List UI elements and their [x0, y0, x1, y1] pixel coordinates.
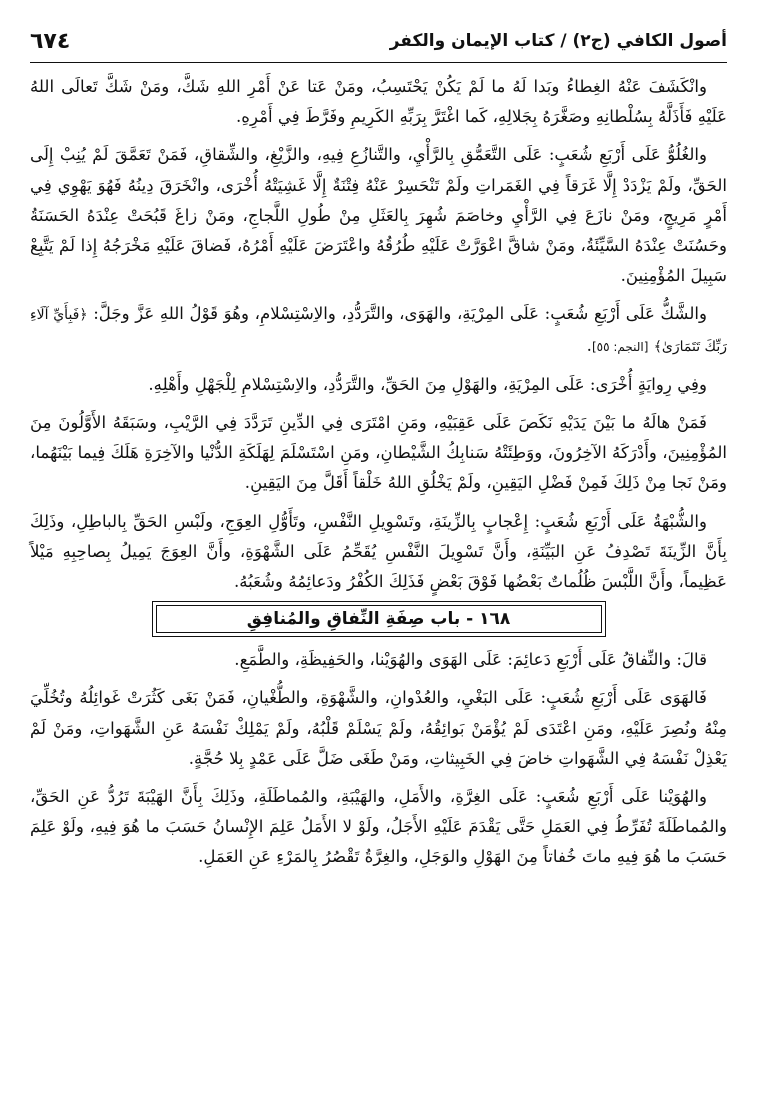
paragraph-hawa: فَالهَوَى عَلَى أَرْبَعِ شُعَبٍ: عَلَى البَغْيِ، والعُدْوانِ، والشَّهْوَةِ، والطُّغْيانِ، فَمَنْ بَغَى كَثُرَتْ غَوائِلُهُ وتُخُلِّيَ مِنْهُ ونُصِرَ عَلَيْهِ، ومَنِ اعْتَدَى لَمْ يُؤْمَنْ بَوائِقُهُ، ولَمْ يَسْلَمْ قَلْبُهُ، ولَمْ يَمْلِكْ نَفْسَهُ عَنِ الشَّهَواتِ، ومَنْ لَمْ يَعْذِلْ نَفْسَهُ فِي الشَّهَواتِ خاضَ فِي الخَبِيثاتِ، ومَنْ طَغَى ضَلَّ عَلَى عَمْدٍ بِلا حُجَّةٍ.	[30, 688, 727, 768]
chapter-heading: ١٦٨ - باب صِفَةِ النِّفاقِ والمُنافِقِ	[156, 605, 602, 633]
paragraph-shakk: والشَّكُّ عَلَى أَرْبَعِ شُعَبٍ: عَلَى المِرْيَةِ، والهَوَى، والتَّرَدُّدِ، والاِسْتِسْلامِ، وهُوَ قَوْلُ اللهِ عَزَّ وجَلَّ: ﴿فَبِأَيِّ آلَاءِ رَبِّكَ تَتَمَارَىٰ﴾ [النجم: ٥٥].	[30, 304, 727, 355]
page-body	[30, 72, 727, 881]
paragraph-shakk-text: والشَّكُّ عَلَى أَرْبَعِ شُعَبٍ: عَلَى المِرْيَةِ، والهَوَى، والتَّرَدُّدِ، والاِسْتِسْلامِ، وهُوَ قَوْلُ اللهِ عَزَّ وجَلَّ:	[93, 304, 707, 324]
paragraph-riwaya: وفِي رِوايَةٍ أُخْرَى: عَلَى المِرْيَةِ، والهَوْلِ مِنَ الحَقِّ، والتَّرَدُّدِ، والاِسْتِسْلامِ لِلْجَهْلِ وأَهْلِهِ.	[148, 374, 707, 394]
page-number: ٦٧٤	[30, 28, 71, 54]
quran-reference: [النجم: ٥٥]	[591, 339, 649, 354]
paragraph-nifaq: قالَ: والنِّفاقُ عَلَى أَرْبَعِ دَعائِمَ: عَلَى الهَوَى والهُوَيْنا، والحَفِيظَةِ، والطَّمَعِ.	[234, 650, 707, 670]
quran-verse: ﴿فَبِأَيِّ آلَاءِ رَبِّكَ تَتَمَارَىٰ﴾	[30, 307, 727, 355]
paragraph-shubha: والشُّبْهَةُ عَلَى أَرْبَعِ شُعَبٍ: إِعْجابٍ بِالزِّينَةِ، وتَسْوِيلِ النَّفْسِ، وتَأَوُّلِ العِوَجِ، ولَبْسِ الحَقِّ بِالباطِلِ، وذَلِكَ بِأَنَّ الزِّينَةَ تَصْدِفُ عَنِ البَيِّنَةِ، وأَنَّ تَسْوِيلَ النَّفْسِ يُقَحِّمُ عَلَى الشَّهْوَةِ، وأَنَّ العِوَجَ يَمِيلُ بِصاحِبِهِ مَيْلاً عَظِيماً، وأَنَّ اللَّبْسَ ظُلُماتٌ بَعْضُها فَوْقَ بَعْضٍ فَذَلِكَ الكُفْرُ ودَعائِمُهُ وشُعَبُهُ.	[30, 511, 727, 592]
paragraph-1: وانْكَشَفَ عَنْهُ الغِطاءُ وبَدا لَهُ ما لَمْ يَكُنْ يَحْتَسِبُ، ومَنْ عَتا عَنْ أَمْرِ اللهِ شَكَّ، ومَنْ شَكَّ تَعالَى اللهُ عَلَيْهِ فَأَذَلَّهُ بِسُلْطانِهِ وصَغَّرَهُ بِجَلالِهِ، كَما اغْتَرَّ بِرَبِّهِ الكَرِيمِ وفَرَّطَ فِي أَمْرِهِ.	[30, 77, 727, 127]
chapter-heading-wrap	[30, 605, 727, 633]
paragraph-halahu: فَمَنْ هالَهُ ما بَيْنَ يَدَيْهِ نَكَصَ عَلَى عَقِبَيْهِ، ومَنِ امْتَرَى فِي الدِّينِ تَرَدَّدَ فِي الرَّيْبِ، وسَبَقَهُ الأَوَّلُونَ مِنَ المُؤْمِنِينَ، وأَدْرَكَهُ الآخِرُونَ، ووَطِئَتْهُ سَنابِكُ الشَّيْطانِ، ومَنِ اسْتَسْلَمَ لِهَلَكَةِ الدُّنْيا والآخِرَةِ هَلَكَ فِيما بَيْنَهُما، ومَنْ نَجا مِنْ ذَلِكَ فَمِنْ فَضْلِ اليَقِينِ، ولَمْ يَخْلُقِ اللهُ خَلْقاً أَقَلَّ مِنَ اليَقِينِ.	[30, 413, 727, 493]
running-title: أصول الكافي (ج٢) / كتاب الإيمان والكفر	[389, 31, 727, 51]
paragraph-huwayna: والهُوَيْنا عَلَى أَرْبَعِ شُعَبٍ: عَلَى الغِرَّةِ، والأَمَلِ، والهَيْبَةِ، والمُماطَلَةِ، وذَلِكَ بِأَنَّ الهَيْبَةَ تَرُدُّ عَنِ الحَقِّ، والمُماطَلَةَ تُفَرِّطُ فِي العَمَلِ حَتَّى يَقْدَمَ عَلَيْهِ الأَجَلُ، ولَوْ لا الأَمَلُ عَلِمَ الإِنْسانُ حَسَبَ ما هُوَ فِيهِ، ولَوْ عَلِمَ حَسَبَ ما هُوَ فِيهِ ماتَ خُفاتاً مِنَ الهَوْلِ والوَجَلِ، والغِرَّةُ تَقْصُرُ بِالمَرْءِ عَنِ العَمَلِ.	[30, 787, 727, 867]
paragraph-ghuluw: والغُلُوُّ عَلَى أَرْبَعِ شُعَبٍ: عَلَى التَّعَمُّقِ بِالرَّأْيِ، والتَّنازُعِ فِيهِ، والزَّيْغِ، والشِّقاقِ، فَمَنْ تَعَمَّقَ لَمْ يُنِبْ إِلَى الحَقِّ، ولَمْ يَزْدَدْ إِلَّا غَرَقاً فِي الغَمَراتِ ولَمْ تَنْحَسِرْ عَنْهُ فِتْنَةٌ إِلَّا غَشِيَتْهُ أُخْرَى، وانْخَرَقَ دِينُهُ فَهُوَ يَهْوِي فِي أَمْرٍ مَرِيجٍ، ومَنْ نازَعَ فِي الرَّأْيِ وخاصَمَ شُهِرَ بِالعَثَلِ مِنْ طُولِ اللَّجاجِ، ومَنْ زاغَ قَبُحَتْ عِنْدَهُ الحَسَنَةُ وحَسُنَتْ عِنْدَهُ السَّيِّئَةُ، ومَنْ شاقَّ اعْوَرَّتْ عَلَيْهِ طُرُقُهُ واعْتَرَضَ عَلَيْهِ أَمْرُهُ، فَضاقَ عَلَيْهِ مَخْرَجُهُ إِذا لَمْ يَتَّبِعْ سَبِيلَ المُؤْمِنِينَ.	[30, 145, 727, 286]
page-header	[30, 20, 727, 63]
